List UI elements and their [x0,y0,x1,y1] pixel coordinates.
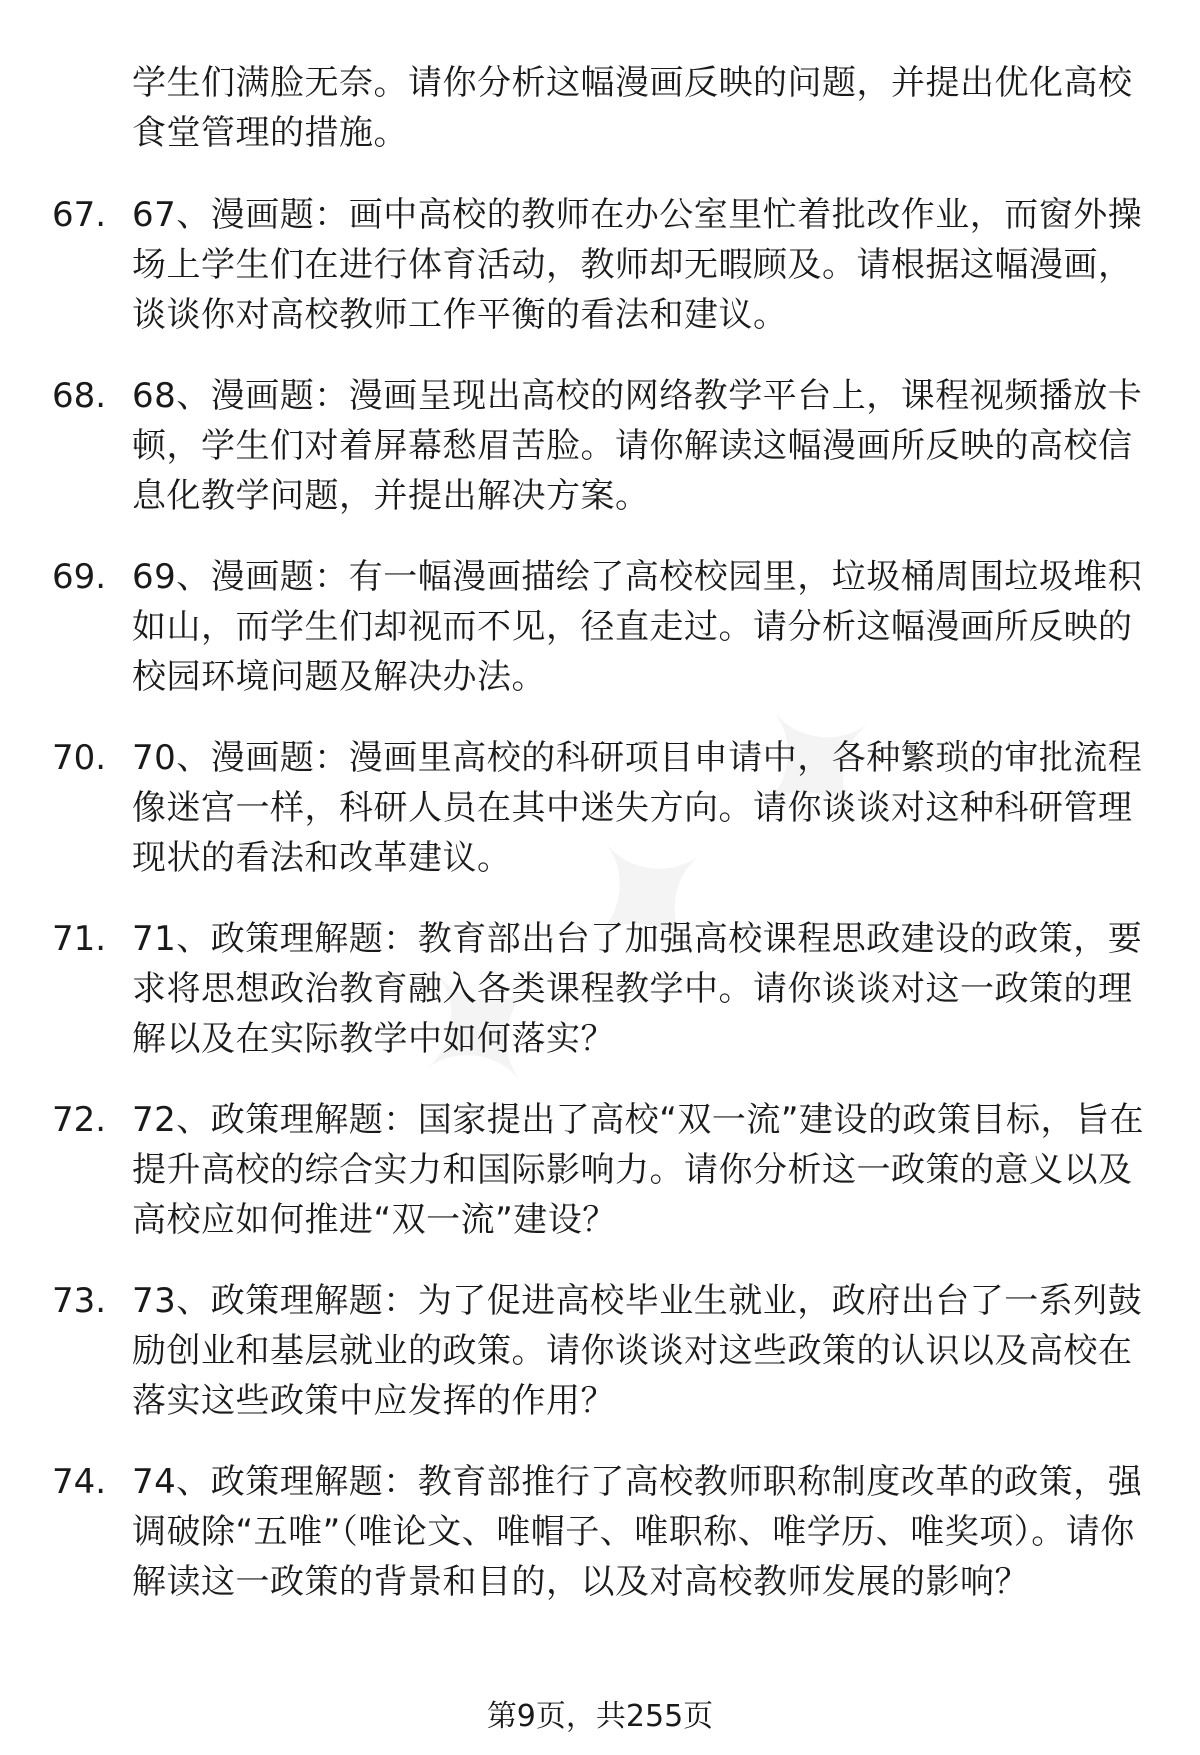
question-text: 73、政策理解题：为了促进高校毕业生就业，政府出台了一系列鼓励创业和基层就业的政策。请你谈谈对这些政策的认识以及高校在落实这些政策中应发挥的作用？ [132,1281,1143,1421]
question-text: 67、漫画题：画中高校的教师在办公室里忙着批改作业，而窗外操场上学生们在进行体育活动，教师却无暇顾及。请根据这幅漫画，谈谈你对高校教师工作平衡的看法和建议。 [132,195,1143,335]
question-text: 72、政策理解题：国家提出了高校“双一流”建设的政策目标，旨在提升高校的综合实力和国际影响力。请你分析这一政策的意义以及高校应如何推进“双一流”建设？ [132,1100,1144,1240]
question-item [0,1095,1200,1276]
question-number: 68. [52,376,107,416]
question-text: 68、漫画题：漫画呈现出高校的网络教学平台上，课程视频播放卡顿，学生们对着屏幕愁眉苦脸。请你解读这幅漫画所反映的高校信息化教学问题，并提出解决方案。 [132,376,1143,516]
question-text: 74、政策理解题：教育部推行了高校教师职称制度改革的政策，强调破除“五唯”（唯论文、唯帽子、唯职称、唯学历、唯奖项）。请你解读这一政策的背景和目的，以及对高校教师发展的影响？ [132,1462,1143,1602]
question-list [0,190,1200,1638]
question-item [0,552,1200,733]
question-item [0,371,1200,552]
question-item [0,914,1200,1095]
question-item [0,733,1200,914]
question-text: 69、漫画题：有一幅漫画描绘了高校校园里，垃圾桶周围垃圾堆积如山，而学生们却视而不见，径直走过。请分析这幅漫画所反映的校园环境问题及解决办法。 [132,557,1143,697]
question-number: 74. [52,1462,107,1502]
page-footer: 第9页，共255页 [486,1699,714,1734]
question-text: 71、政策理解题：教育部出台了加强高校课程思政建设的政策，要求将思想政治教育融入各类课程教学中。请你谈谈对这一政策的理解以及在实际教学中如何落实？ [132,919,1143,1059]
question-item [0,190,1200,371]
question-item [0,1457,1200,1638]
question-number: 73. [52,1281,107,1321]
question-number: 69. [52,557,107,597]
continuation-paragraph: 学生们满脸无奈。请你分析这幅漫画反映的问题，并提出优化高校食堂管理的措施。 [132,63,1133,153]
question-text: 70、漫画题：漫画里高校的科研项目申请中，各种繁琐的审批流程像迷宫一样，科研人员在其中迷失方向。请你谈谈对这种科研管理现状的看法和改革建议。 [132,738,1143,878]
question-number: 72. [52,1100,107,1140]
question-item [0,1276,1200,1457]
question-number: 70. [52,738,107,778]
question-number: 71. [52,919,107,959]
question-number: 67. [52,195,107,235]
